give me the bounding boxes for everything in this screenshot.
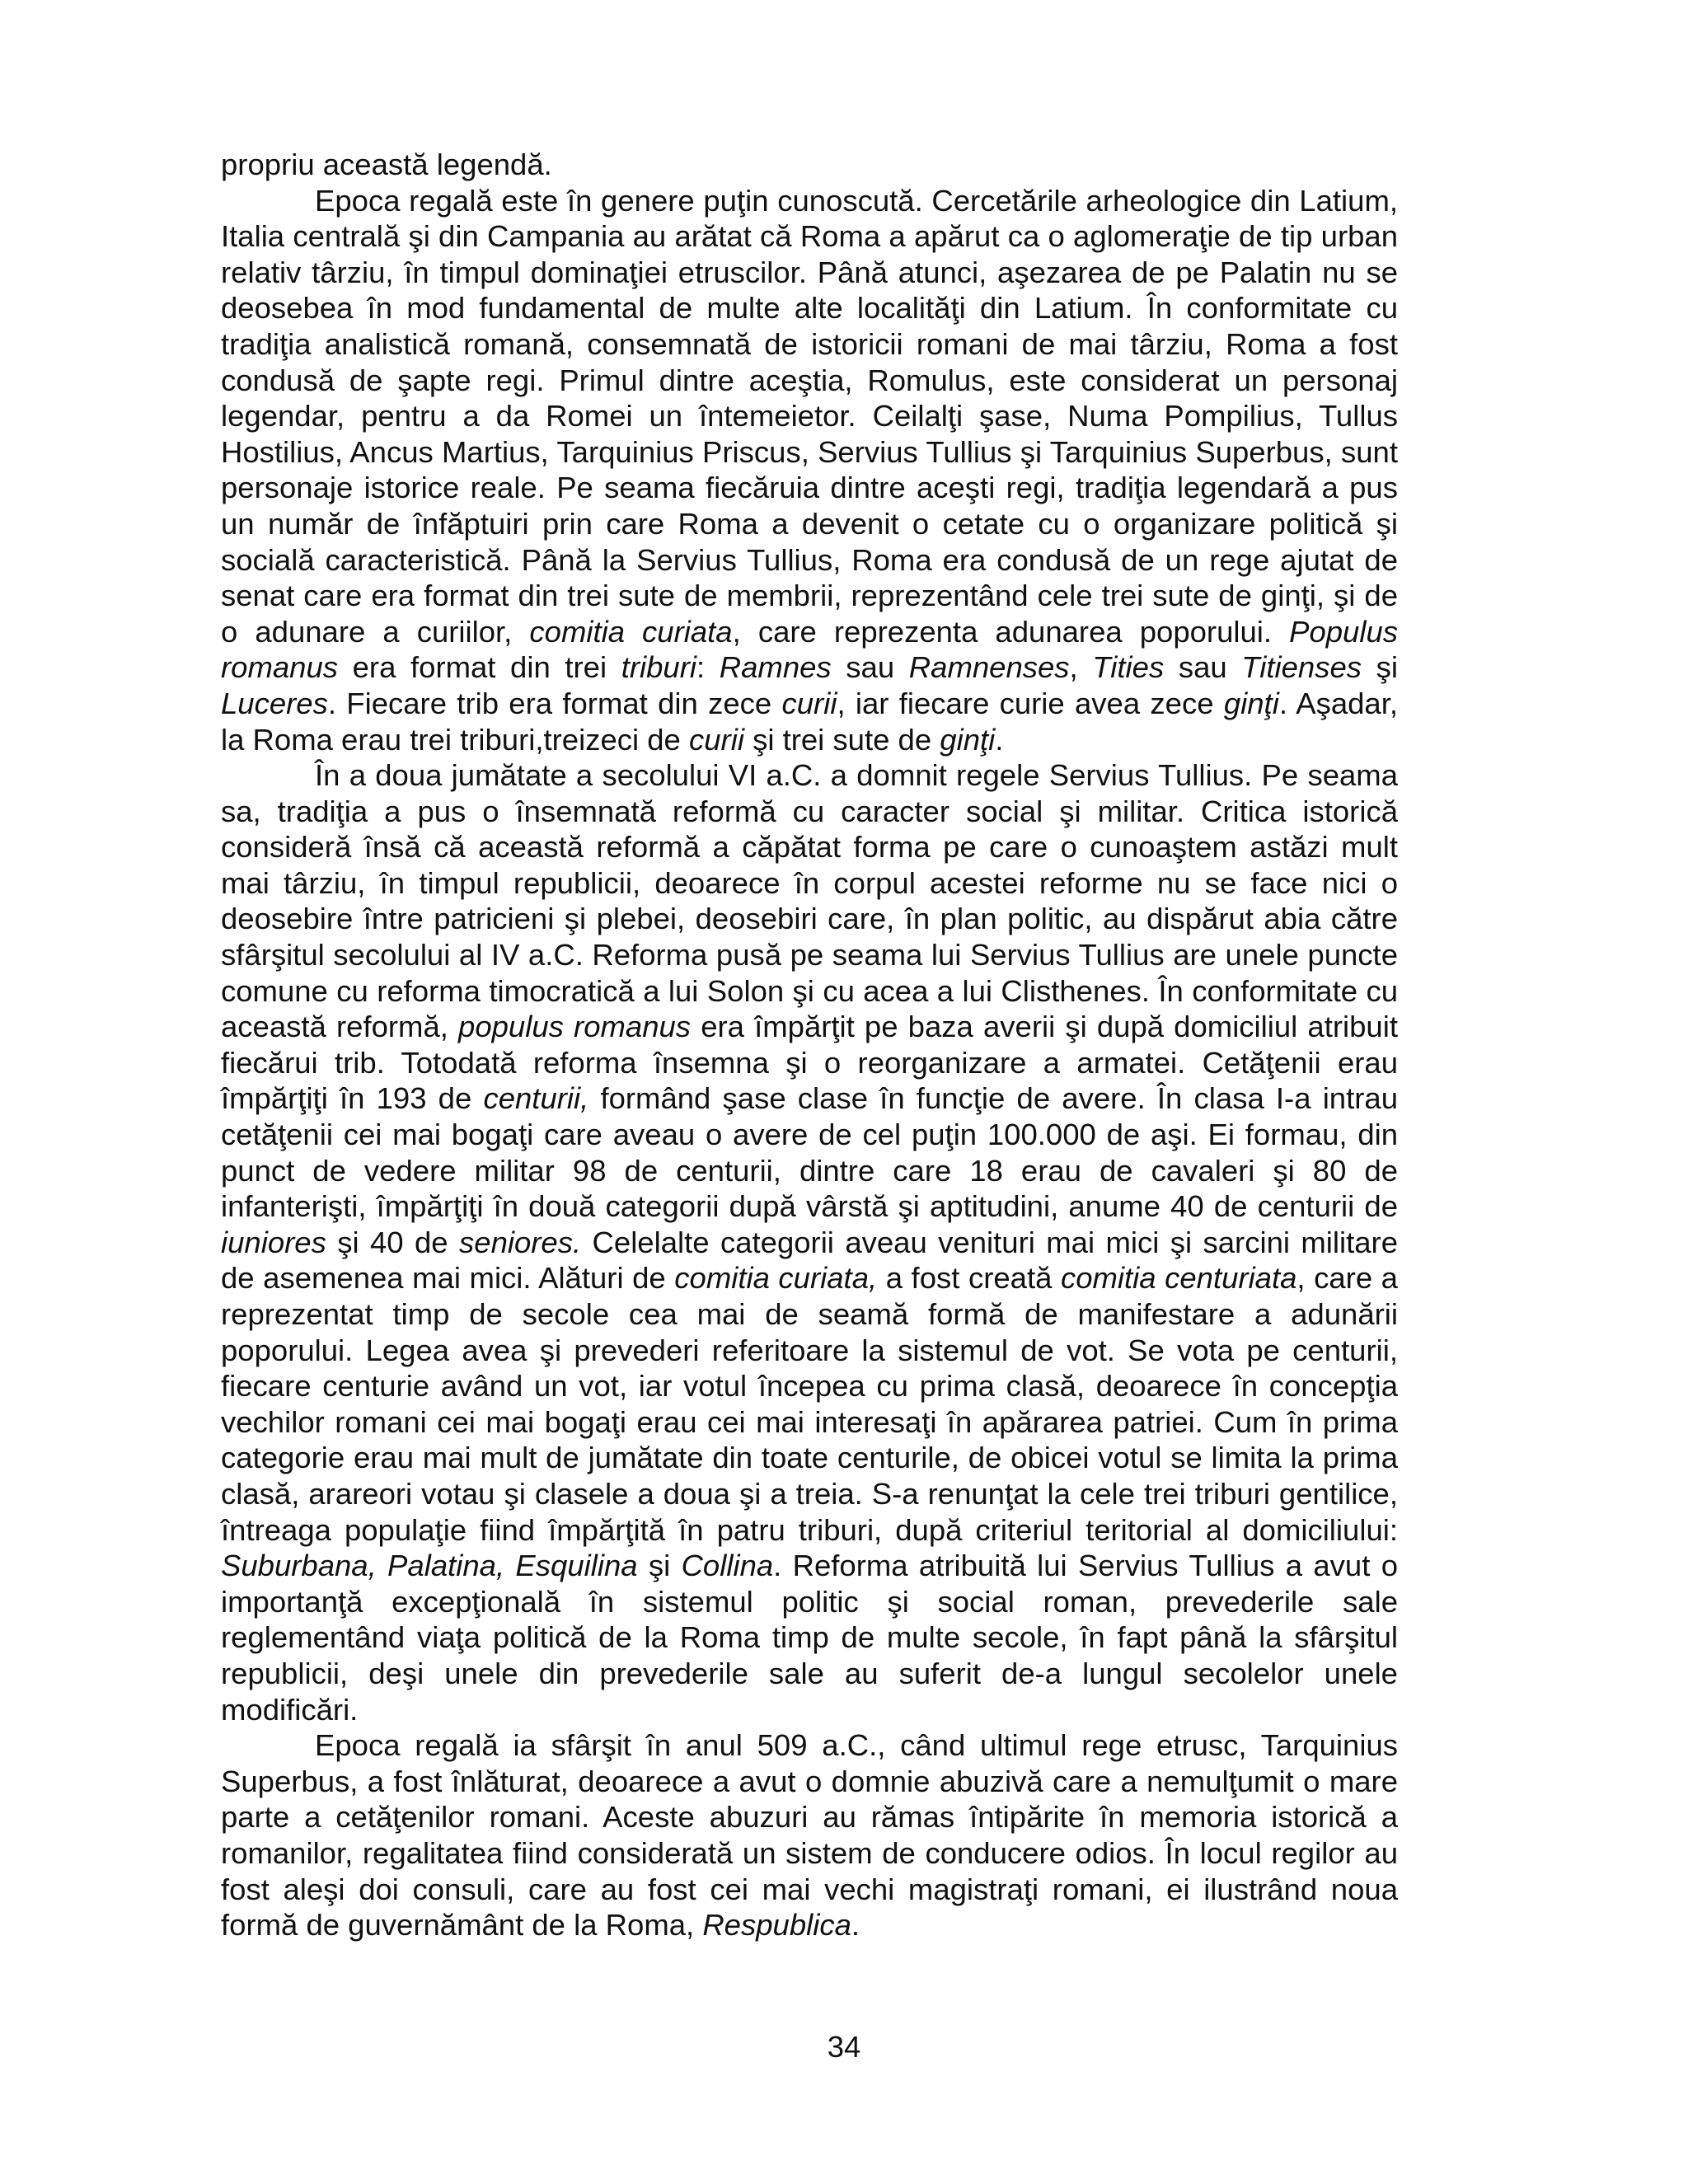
italic-term: comitia centuriata <box>1060 1261 1297 1296</box>
text-run: era format din trei <box>338 650 621 685</box>
italic-term: Tities <box>1092 650 1165 685</box>
italic-term: iuniores <box>221 1225 326 1259</box>
text-run: sau <box>831 650 909 685</box>
text-run: , iar fiecare curie avea zece <box>837 686 1224 720</box>
text-run: Epoca regală este în genere puţin cunoscută. Cercetările arheologice din Latium, Italia centrală şi din Campania au arătat că Roma a apărut ca o aglomeraţie de tip urban relativ târziu, în timpul dominaţiei etruscilor. Până atunci, aşezarea de pe Palatin nu se deosebea în mod fundamental de multe alte localităţi din Latium. În conformitate cu tradiţia analistică romană, consemnată de istoricii romani de mai târziu, Roma a fost condusă de şapte regi. Primul dintre aceştia, Romulus, este considerat un personaj legendar, pentru a da Romei un întemeietor. Ceilalţi şase, Numa Pompilius, Tullus Hostilius, Ancus Martius, Tarquinius Priscus, Servius Tullius şi Tarquinius Superbus, sunt personaje istorice reale. Pe seama fiecăruia dintre aceşti regi, tradiţia legendară a pus un număr de înfăptuiri prin care Roma a devenit o cetate cu o organizare politică şi socială caracteristică. Până la Servius Tullius, Roma era condusă de un rege ajutat de senat care era format din trei sute de membrii, reprezentând cele trei sute de ginţi, şi de o adunare a curiilor, <box>221 183 1398 649</box>
italic-term: Collina <box>681 1549 774 1583</box>
italic-term: Titienses <box>1241 650 1362 685</box>
text-run: a fost creată <box>877 1261 1061 1296</box>
italic-term: Respublica <box>702 1908 851 1943</box>
text-column <box>221 147 1398 1943</box>
italic-term: ginţi <box>940 722 996 757</box>
italic-term: Populus romanus <box>221 614 1399 685</box>
italic-term: populus romanus <box>458 1010 692 1044</box>
text-run: . Aşadar, la Roma erau trei triburi,treizeci de <box>221 686 1399 757</box>
text-run: : <box>696 650 720 685</box>
italic-term: Luceres <box>221 686 328 720</box>
italic-term: curii <box>781 686 837 720</box>
italic-term: ginţi <box>1223 686 1279 720</box>
body-paragraph <box>221 183 1398 758</box>
text-run: Epoca regală ia sfârşit în anul 509 a.C., când ultimul rege etrusc, Tarquinius Superbus, a fost înlăturat, deoarece a avut o domnie abuzivă care a nemulţumit o mare parte a cetăţenilor romani. Aceste abuzuri au rămas întipărite în memoria istorică a romanilor, regalitatea fiind considerată un sistem de conducere odios. În locul regilor au fost aleşi doi consuli, care au fost cei mai vechi magistraţi romani, ei ilustrând noua formă de guvernământ de la Roma, <box>221 1728 1398 1943</box>
italic-term: centurii, <box>483 1081 589 1116</box>
text-run: era împărţit pe baza averii şi după domiciliul atribuit fiecărui trib. Totodată reforma însemna şi o reorganizare a armatei. Cetăţenii erau împărţiţi în 193 de <box>221 1010 1398 1116</box>
text-run: , <box>1069 650 1093 685</box>
italic-term: comitia curiata <box>529 614 733 649</box>
text-run: formând şase clase în funcţie de avere. În clasa I-a intrau cetăţenii cei mai bogaţi care aveau o avere de cel puţin 100.000 de aşi. Ei formau, din punct de vedere militar 98 de centurii, dintre care 18 erau de cavaleri şi 80 de infanterişti, împărţiţi în două categorii după vârstă şi aptitudini, anume 40 de centurii de <box>221 1081 1398 1224</box>
page-number: 34 <box>827 2030 861 2064</box>
italic-term: comitia curiata, <box>674 1261 878 1296</box>
text-run: propriu această legendă. <box>221 148 552 181</box>
italic-term: Ramnenses <box>908 650 1070 685</box>
body-paragraph <box>221 757 1398 1727</box>
text-run: şi <box>1362 650 1399 685</box>
text-run: . Reforma atribuită lui Servius Tullius a avut o importanţă excepţională în sistemul politic şi social roman, prevederile sale reglementând viaţa politică de la Roma timp de multe secole, în fapt până la sfârşitul republicii, deşi unele din prevederile sale au suferit de-a lungul secolelor unele modificări. <box>221 1549 1398 1727</box>
text-run: şi <box>637 1549 682 1583</box>
italic-term: Ramnes <box>719 650 832 685</box>
italic-term: Suburbana, Palatina, Esquilina <box>221 1549 638 1583</box>
text-run: . <box>995 722 1004 757</box>
italic-term: triburi <box>621 650 696 685</box>
text-run: şi trei sute de <box>743 722 940 757</box>
italic-term: curii <box>689 722 744 757</box>
text-run: . <box>851 1908 860 1943</box>
body-paragraph <box>221 147 1398 183</box>
text-run: , care reprezenta adunarea poporului. <box>732 614 1290 649</box>
text-run: Celelalte categorii aveau venituri mai mici şi sarcini militare de asemenea mai mici. Alături de <box>221 1225 1399 1296</box>
text-run: În a doua jumătate a secolului VI a.C. a domnit regele Servius Tullius. Pe seama sa, tradiţia a pus o însemnată reformă cu caracter social şi militar. Critica istorică consideră însă că această reformă a căpătat forma pe care o cunoaştem astăzi mult mai târziu, în timpul republicii, deoarece în corpul acestei reforme nu se face nici o deosebire între patricieni şi plebei, deosebiri care, în plan politic, au dispărut abia către sfârşitul secolului al IV a.C. Reforma pusă pe seama lui Servius Tullius are unele puncte comune cu reforma timocratică a lui Solon şi cu acea a lui Clisthenes. În conformitate cu această reformă, <box>221 758 1398 1044</box>
text-run: . Fiecare trib era format din zece <box>327 686 782 720</box>
text-run: sau <box>1164 650 1242 685</box>
italic-term: seniores. <box>459 1225 582 1259</box>
text-run: şi 40 de <box>326 1225 460 1259</box>
text-run: , care a reprezentat timp de secole cea mai de seamă formă de manifestare a adunării poporului. Legea avea şi prevederi referitoare la sistemul de vot. Se vota pe centurii, fiecare centurie având un vot, iar votul începea cu prima clasă, deoarece în concepţia vechilor romani cei mai bogaţi erau cei mai interesaţi în apărarea patriei. Cum în prima categorie erau mai mult de jumătate din toate centurile, de obicei votul se limita la prima clasă, arareori votau şi clasele a doua şi a treia. S-a renunţat la cele trei triburi gentilice, întreaga populaţie fiind împărţită în patru triburi, după criteriul teritorial al domiciliului: <box>221 1261 1398 1547</box>
body-paragraph <box>221 1727 1398 1943</box>
